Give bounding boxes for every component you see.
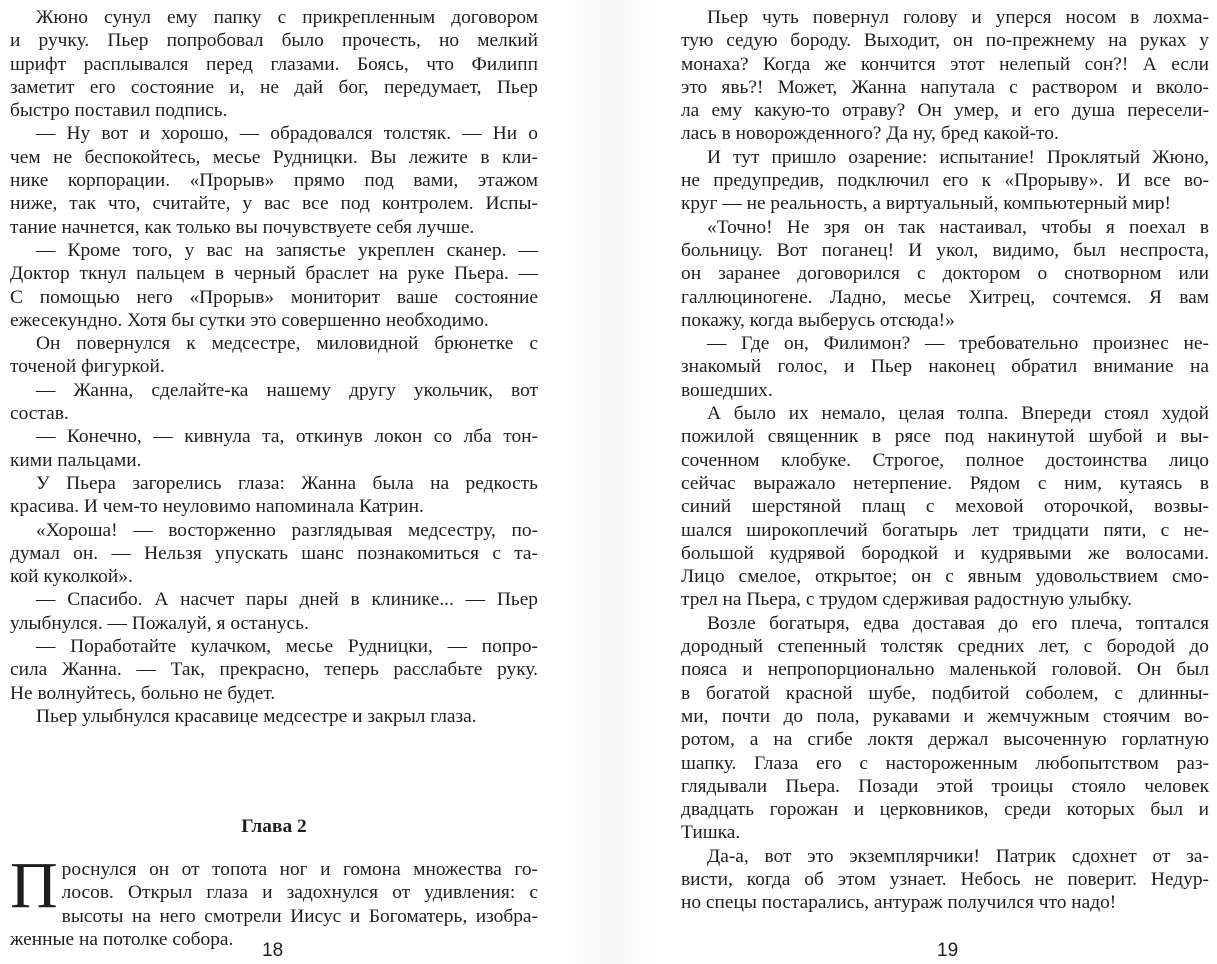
text-line: — Ну вот и хорошо, — обрадовался толстяк. — Ни о <box>36 123 538 145</box>
text-line: кими пальцами. <box>10 449 142 471</box>
text-line: А было их немало, целая толпа. Впереди стоял худой <box>707 403 1209 425</box>
text-line: — Конечно, — кивнула та, откинув локон со лба тон- <box>36 426 538 448</box>
text-line: шапку. Глаза его с настороженным любопытством раз- <box>681 752 1209 774</box>
text-line: лосов. Открыл глаза и задохнулся от удивления: с <box>61 882 538 904</box>
text-line: ротом, а на сгибе локтя держал высоченную горлатную <box>681 729 1209 751</box>
text-line: нике корпорации. «Прорыв» прямо под вами, этажом <box>10 170 538 192</box>
text-line: синий шерстяной плащ с меховой оторочкой, возвы- <box>681 496 1209 518</box>
text-line: Пьер чуть повернул голову и уперся носом в лохма- <box>707 7 1209 28</box>
text-line: Жюно сунул ему папку с прикрепленным договором <box>36 7 538 28</box>
text-line: ежесекундно. Хотя бы сутки это совершенно необходимо. <box>10 309 489 331</box>
text-line: Пьер улыбнулся красавице медсестре и закрыл глаза. <box>36 705 477 727</box>
text-line: ниже, так что, считайте, у вас все под контролем. Испы- <box>10 193 538 215</box>
text-line: У Пьера загорелись глаза: Жанна была на редкость <box>36 472 538 494</box>
chapter-title: Глава 2 <box>241 816 307 837</box>
text-line: С помощью него «Прорыв» мониторит ваше состояние <box>10 286 538 308</box>
text-line: состав. <box>10 403 69 425</box>
text-line: двадцать горожан и церковников, среди которых был и <box>681 799 1209 821</box>
text-line: — Кроме того, у вас на запястье укреплен сканер. — <box>36 239 538 261</box>
text-line: сила Жанна. — Так, прекрасно, теперь расслабьте руку. <box>10 659 538 681</box>
text-line: шался широкоплечий богатырь лет тридцати пяти, с не- <box>681 519 1209 541</box>
text-line: заметит его состояние и, не дай бог, передумает, Пьер <box>10 76 538 98</box>
book-gutter <box>560 0 660 964</box>
text-line: тую седую бороду. Выходит, он по-прежнему на руках у <box>681 30 1209 52</box>
text-line: знакомый голос, и Пьер наконец обратил внимание на <box>681 356 1209 378</box>
text-line: не предупредив, подключил его к «Прорыву». И все во- <box>681 170 1209 192</box>
text-line: глядывали Пьера. Позади этой троицы стояло человек <box>681 775 1209 797</box>
text-line: кой куколкой». <box>10 566 133 588</box>
text-line: круг — не реальность, а виртуальный, компьютерный мир! <box>681 193 1171 215</box>
text-line: больницу. Вот поганец! И укол, видимо, был неспроста, <box>681 239 1209 261</box>
text-line: женные на потолке собора. <box>10 928 234 950</box>
text-line: «Точно! Не зря он так настаивал, чтобы я поехал в <box>707 216 1209 238</box>
text-line: думал он. — Нельзя упускать шанс познакомиться с та- <box>10 542 538 564</box>
text-line: галлюциногене. Ладно, месье Хитрец, сочтемся. Я вам <box>681 286 1209 308</box>
text-line: пояса и непропорционально маленькой головой. Он был <box>681 659 1209 681</box>
text-line: «Хороша! — восторженно разглядывая медсестру, по- <box>36 519 538 541</box>
left-page-text <box>10 6 538 728</box>
text-line: — Жанна, сделайте-ка нашему другу укольчик, вот <box>36 379 538 401</box>
text-line: пожилой священник в рясе под накинутой шубой и вы- <box>681 426 1209 448</box>
text-line: шрифт расплывался перед глазами. Боясь, что Филипп <box>10 53 538 75</box>
text-line: монаха? Когда же кончится этот нелепый сон?! А если <box>681 53 1209 75</box>
text-line: И тут пришло озарение: испытание! Проклятый Жюно, <box>707 146 1209 168</box>
text-line: Доктор ткнул пальцем в черный браслет на руке Пьера. — <box>10 263 538 285</box>
text-line: — Спасибо. А насчет пары дней в клинике... — Пьер <box>36 589 538 611</box>
page-number-left: 18 <box>262 940 284 961</box>
text-line: висти, когда об этом узнает. Небось не поверит. Недур- <box>681 868 1209 890</box>
text-line: соченном клобуке. Строгое, полное достоинства лицо <box>681 449 1209 471</box>
text-line: лась в новорожденного? Да ну, бред какой-то. <box>681 123 1059 145</box>
text-line: Не волнуйтесь, больно не будет. <box>10 682 276 704</box>
text-line: быстро поставил подпись. <box>10 100 228 122</box>
text-line: ми, почти до пола, рукавами и жемчужным стоячим во- <box>681 705 1209 727</box>
text-line: улыбнулся. — Пожалуй, я останусь. <box>10 612 309 634</box>
text-line: покажу, когда выберусь отсюда!» <box>681 309 955 331</box>
text-line: Возле богатыря, едва доставая до его плеча, топтался <box>707 612 1209 634</box>
text-line: в богатой красной шубе, подбитой соболем, с длинны- <box>681 682 1209 704</box>
text-line: это явь?! Может, Жанна напутала с раствором и вколо- <box>681 76 1209 98</box>
drop-cap-letter: П <box>10 849 58 922</box>
text-line: вошедших. <box>681 379 773 401</box>
text-line: роснулся он от топота ног и гомона множества го- <box>61 859 538 880</box>
text-line: большой кудрявой бородкой и кудрявыми же волосами. <box>681 542 1209 564</box>
text-line: но спецы постарались, антураж получился что надо! <box>681 892 1117 914</box>
text-line: и ручку. Пьер попробовал было прочесть, но мелкий <box>10 30 538 52</box>
text-line: Тишка. <box>681 822 741 844</box>
text-line: Да-а, вот это экземплярчики! Патрик сдохнет от за- <box>707 845 1209 867</box>
text-line: сейчас выражало нетерпение. Рядом с ним, кутаясь в <box>681 472 1209 494</box>
text-line: дородный степенный толстяк средних лет, с бородой до <box>681 636 1209 658</box>
chapter-opening-paragraph <box>10 849 538 951</box>
page-number-right: 19 <box>937 940 959 961</box>
text-line: тание начнется, как только вы почувствуете себя лучше. <box>10 216 475 238</box>
right-page-text <box>681 6 1209 915</box>
text-line: высоты на него смотрели Иисус и Богоматерь, изобра- <box>61 905 538 927</box>
text-line: Лицо смелое, открытое; он с явным удовольствием смо- <box>681 566 1209 588</box>
text-line: — Поработайте кулачком, месье Рудницки, — попро- <box>36 636 538 658</box>
text-line: ла ему какую-то отраву? Он умер, и его душа пересели- <box>681 100 1209 122</box>
text-line: красива. И чем-то неуловимо напоминала Катрин. <box>10 496 424 518</box>
text-line: — Где он, Филимон? — требовательно произнес не- <box>707 333 1209 355</box>
text-line: чем не беспокойтесь, месье Рудницки. Вы лежите в кли- <box>10 146 538 168</box>
text-line: Он повернулся к медсестре, миловидной брюнетке с <box>36 333 538 355</box>
text-line: трел на Пьера, с трудом сдерживая радостную улыбку. <box>681 589 1133 611</box>
text-line: он заранее договорился с доктором о снотворном или <box>681 263 1209 285</box>
text-line: точеной фигуркой. <box>10 356 165 378</box>
